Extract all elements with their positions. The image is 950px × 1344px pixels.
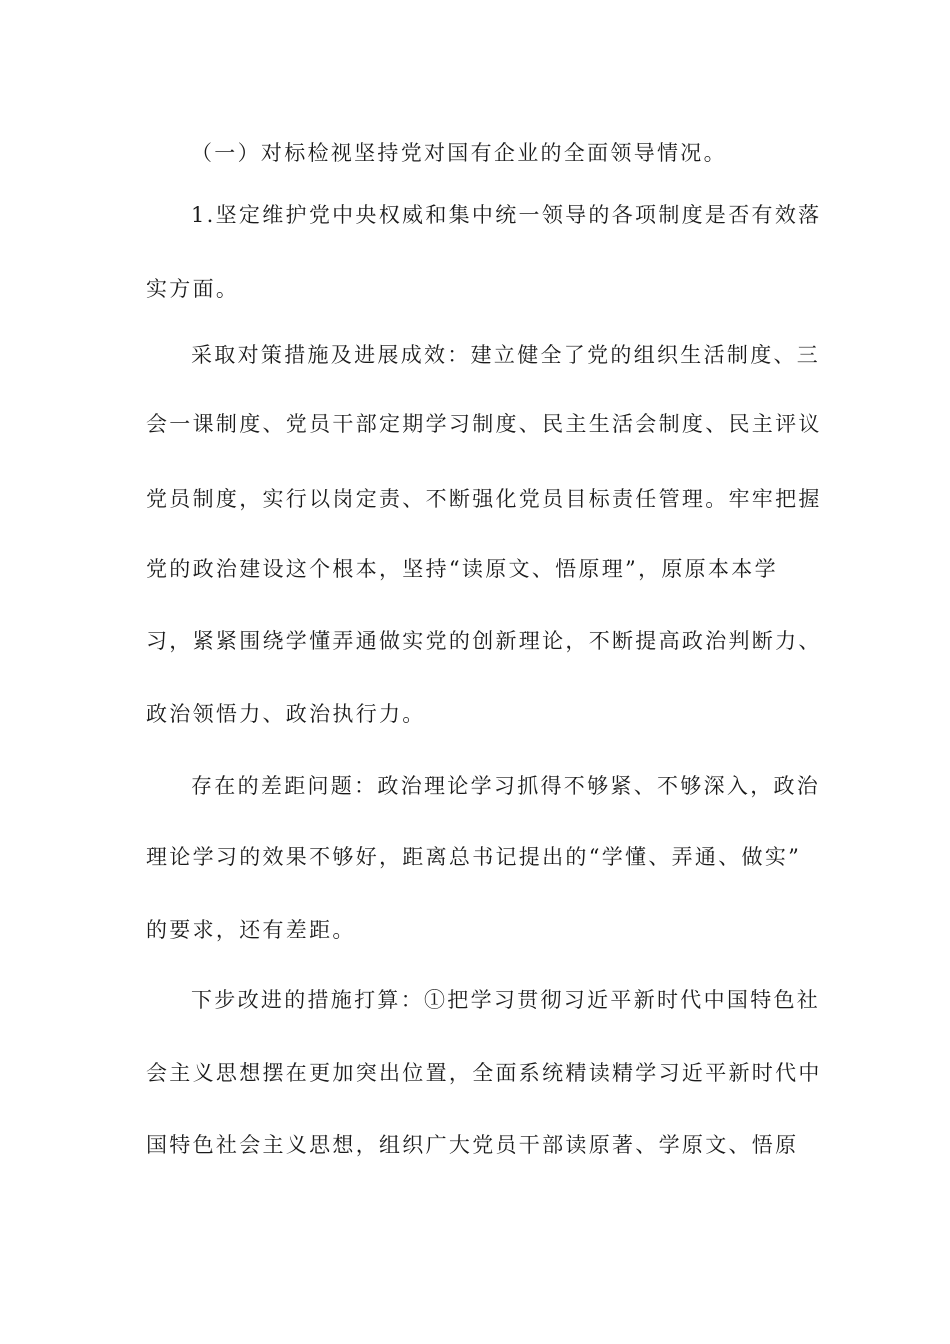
measures-paragraph-line-2: 会一课制度、党员干部定期学习制度、民主生活会制度、民主评议 (146, 412, 822, 436)
gap-paragraph-line-3: 的要求，还有差距。 (146, 918, 356, 942)
plan-paragraph-line-1: 下步改进的措施打算：①把学习贯彻习近平新时代中国特色社 (191, 988, 821, 1012)
measures-paragraph-line-1: 采取对策措施及进展成效：建立健全了党的组织生活制度、三 (191, 343, 821, 367)
item-heading-line-1: 1.坚定维护党中央权威和集中统一领导的各项制度是否有效落 (191, 203, 822, 227)
plan-paragraph-line-2: 会主义思想摆在更加突出位置，全面系统精读精学习近平新时代中 (146, 1061, 822, 1085)
measures-paragraph-line-6: 政治领悟力、政治执行力。 (146, 702, 426, 726)
plan-paragraph-line-3: 国特色社会主义思想，组织广大党员干部读原著、学原文、悟原 (146, 1133, 799, 1157)
measures-paragraph-line-5: 习，紧紧围绕学懂弄通做实党的创新理论，不断提高政治判断力、 (146, 629, 822, 653)
item-heading-line-2: 实方面。 (146, 277, 240, 301)
measures-paragraph-line-4: 党的政治建设这个根本，坚持“读原文、悟原理”，原原本本学 (146, 557, 778, 581)
section-heading: （一）对标检视坚持党对国有企业的全面领导情况。 (191, 141, 727, 165)
gap-paragraph-line-2: 理论学习的效果不够好，距离总书记提出的“学懂、弄通、做实” (146, 845, 802, 869)
measures-paragraph-line-3: 党员制度，实行以岗定责、不断强化党员目标责任管理。牢牢把握 (146, 487, 822, 511)
gap-paragraph-line-1: 存在的差距问题：政治理论学习抓得不够紧、不够深入，政治 (191, 774, 821, 798)
